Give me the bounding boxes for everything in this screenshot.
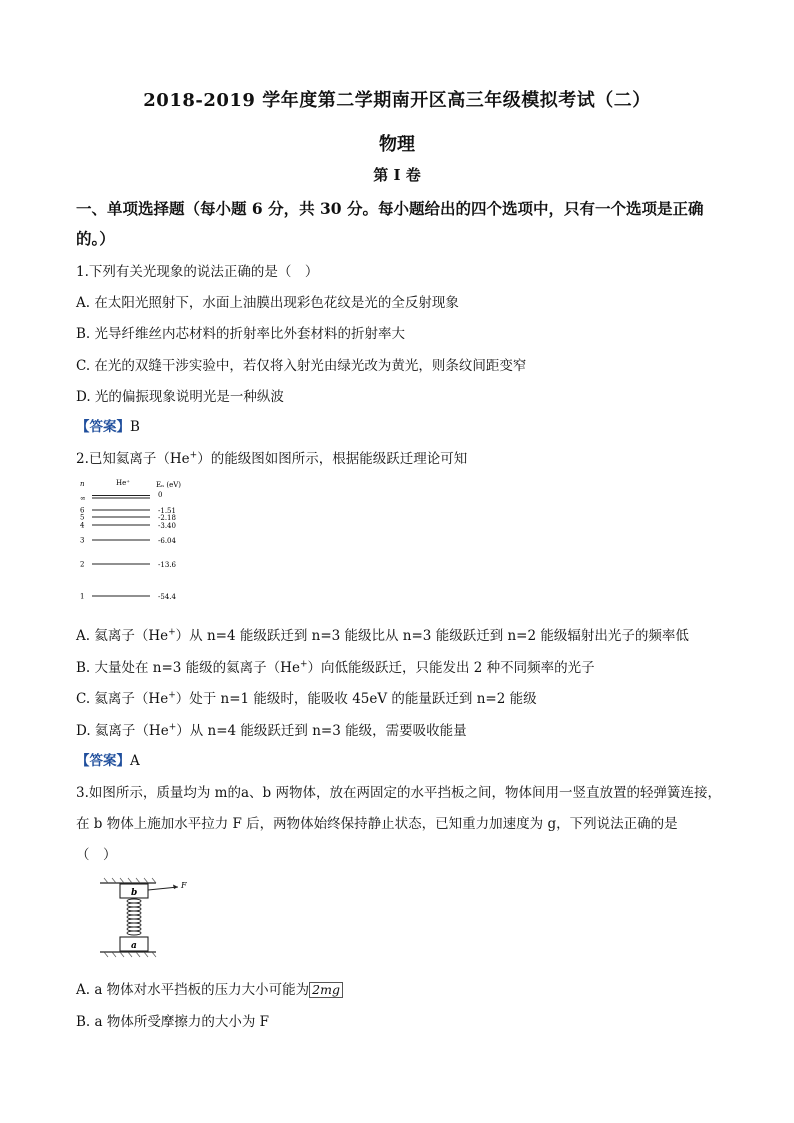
- block-b-label: b: [131, 888, 138, 898]
- q1-option-d: D. 光的偏振现象说明光是一种纵波: [76, 389, 284, 405]
- spring: [127, 899, 141, 935]
- formula-2mg: 2mg: [309, 982, 343, 998]
- energy-axis-label: Eₙ (eV): [156, 481, 182, 489]
- q1-stem: 1.下列有关光现象的说法正确的是（ ）: [76, 264, 319, 280]
- level-energy-label: -3.40: [158, 522, 176, 530]
- level-energy-label: -2.18: [158, 514, 176, 522]
- level-n-label: 3: [80, 536, 85, 545]
- q2-answer: [76, 749, 140, 769]
- q1-option-b: B. 光导纤维丝内芯材料的折射率比外套材料的折射率大: [76, 326, 406, 342]
- level-energy-label: -54.4: [158, 593, 176, 601]
- force-arrow: [148, 887, 178, 890]
- answer-tag: 【答案】: [76, 419, 130, 435]
- level-energy-label: -13.6: [158, 561, 176, 569]
- level-energy-label: 0: [158, 491, 163, 499]
- answer-value: A: [130, 753, 140, 769]
- n-axis-label: n: [80, 480, 85, 488]
- level-n-label: ∞: [80, 494, 86, 503]
- force-arrowhead: [173, 885, 178, 890]
- top-plate-hatch: [104, 878, 156, 883]
- block-a-label: a: [131, 941, 137, 951]
- volume-heading: 第 I 卷: [373, 166, 421, 184]
- species-label: He⁺: [116, 479, 130, 487]
- q2-option-b: B. 大量处在 n=3 能级的氦离子（He+）向低能级跃迁，只能发出 2 种不同频率的光子: [76, 659, 595, 676]
- level-energy-label: -1.51: [158, 507, 176, 515]
- level-n-label: 1: [80, 592, 85, 601]
- q3-option-b: B. a 物体所受摩擦力的大小为 F: [76, 1014, 270, 1030]
- q3-stem-line2: 在 b 物体上施加水平拉力 F 后，两物体始终保持静止状态，已知重力加速度为 g，下列说法正确的是: [76, 816, 678, 832]
- level-n-label: 2: [80, 560, 85, 569]
- level-energy-label: -6.04: [158, 537, 176, 545]
- q2-stem: 2.已知氦离子（He+）的能级图如图所示，根据能级跃迁理论可知: [76, 450, 468, 467]
- q2-option-a: A. 氦离子（He+）从 n=4 能级跃迁到 n=3 能级比从 n=3 能级跃迁到 n=2 能级辐射出光子的频率低: [76, 627, 689, 644]
- q1-option-a: A. 在太阳光照射下，水面上油膜出现彩色花纹是光的全反射现象: [76, 295, 459, 311]
- level-n-label: 4: [80, 521, 85, 530]
- level-n-label: 6: [80, 506, 85, 515]
- energy-level-diagram: [78, 478, 198, 614]
- q3-option-a: A. a 物体对水平挡板的压力大小可能为 2mg: [76, 978, 343, 998]
- q3-stem-line1: 3.如图所示，质量均为 m的a、b 两物体，放在两固定的水平挡板之间，物体间用一竖直放置的轻弹簧连接，: [76, 785, 721, 801]
- q2-option-d: D. 氦离子（He+）从 n=4 能级跃迁到 n=3 能级，需要吸收能量: [76, 722, 467, 739]
- answer-value: B: [130, 419, 140, 435]
- q1-option-c: C. 在光的双缝干涉实验中，若仅将入射光由绿光改为黄光，则条纹间距变窄: [76, 358, 527, 374]
- force-label: F: [181, 881, 187, 890]
- spring-blocks-diagram: [98, 876, 198, 960]
- bottom-plate-hatch: [104, 952, 156, 957]
- energy-levels: [80, 491, 176, 601]
- level-n-label: 5: [80, 513, 85, 522]
- q3-stem-line3: （ ）: [76, 847, 117, 863]
- answer-tag: 【答案】: [76, 753, 130, 769]
- section-heading: 一、单项选择题（每小题 6 分，共 30 分。每小题给出的四个选项中，只有一个选项是正确的。）: [76, 199, 704, 248]
- exam-title: 2018-2019 学年度第二学期南开区高三年级模拟考试（二）: [143, 90, 651, 111]
- q1-answer: [76, 415, 140, 435]
- subject-heading: 物理: [379, 134, 415, 155]
- q2-option-c: C. 氦离子（He+）处于 n=1 能级时，能吸收 45eV 的能量跃迁到 n=2 能级: [76, 690, 537, 707]
